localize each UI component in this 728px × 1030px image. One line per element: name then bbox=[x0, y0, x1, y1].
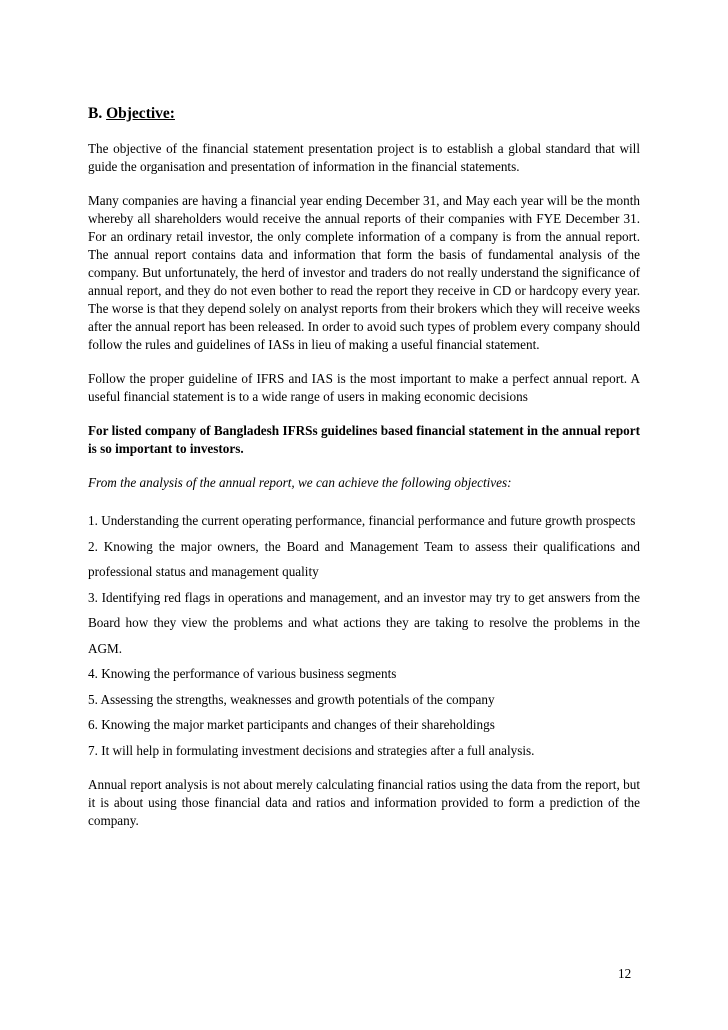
section-heading bbox=[88, 104, 640, 124]
objective-item: 1. Understanding the current operating performance, financial performance and future growth prospects bbox=[88, 513, 636, 528]
objective-item: 3. Identifying red flags in operations and management, and an investor may try to get answers from the Board how they view the problems and what actions they are taking to resolve the problems in the AGM. bbox=[88, 589, 640, 656]
section-heading-prefix: B. bbox=[88, 105, 103, 122]
paragraph-annual-report-context: Many companies are having a financial year ending December 31, and May each year will be the month whereby all shareholders would receive the annual reports of their companies with FYE December 31. For an ordinary retail investor, the only complete information of a company is from the annual report. The annual report contains data and information that form the basis of fundamental analysis of the company. But unfortunately, the herd of investor and traders do not really understand the significance of annual report, and they do not even bother to read the report they receive in CD or hardcopy every year. The worse is that they depend solely on analyst reports from their brokers which they will receive weeks after the annual report has been released. In order to avoid such types of problem every company should follow the rules and guidelines of IASs in lieu of making a useful financial statement. bbox=[88, 193, 640, 352]
paragraph-ifrs-guideline: Follow the proper guideline of IFRS and IAS is the most important to make a perfect annual report. A useful financial statement is to a wide range of users in making economic decisions bbox=[88, 371, 640, 404]
paragraph-objective-definition: The objective of the financial statement presentation project is to establish a global standard that will guide the organisation and presentation of information in the financial statements. bbox=[88, 141, 640, 174]
paragraph-objectives-intro: From the analysis of the annual report, we can achieve the following objectives: bbox=[88, 475, 512, 490]
objective-item: 7. It will help in formulating investment decisions and strategies after a full analysis. bbox=[88, 742, 535, 758]
objectives-list bbox=[88, 508, 640, 763]
objective-item: 6. Knowing the major market participants and changes of their shareholdings bbox=[88, 717, 495, 732]
page-number: 12 bbox=[618, 966, 632, 981]
section-heading-title: Objective: bbox=[106, 105, 175, 122]
paragraph-bangladesh-note: For listed company of Bangladesh IFRSs guidelines based financial statement in the annual report is so important to investors. bbox=[88, 423, 640, 456]
paragraph-conclusion: Annual report analysis is not about merely calculating financial ratios using the data from the report, but it is about using those financial data and ratios and information provided to form a prediction of the company. bbox=[88, 777, 640, 828]
page-content bbox=[88, 104, 640, 846]
objective-item: 2. Knowing the major owners, the Board and Management Team to assess their qualifications and professional status and management quality bbox=[88, 538, 640, 579]
objective-item: 4. Knowing the performance of various business segments bbox=[88, 666, 397, 681]
objective-item: 5. Assessing the strengths, weaknesses and growth potentials of the company bbox=[88, 691, 495, 707]
